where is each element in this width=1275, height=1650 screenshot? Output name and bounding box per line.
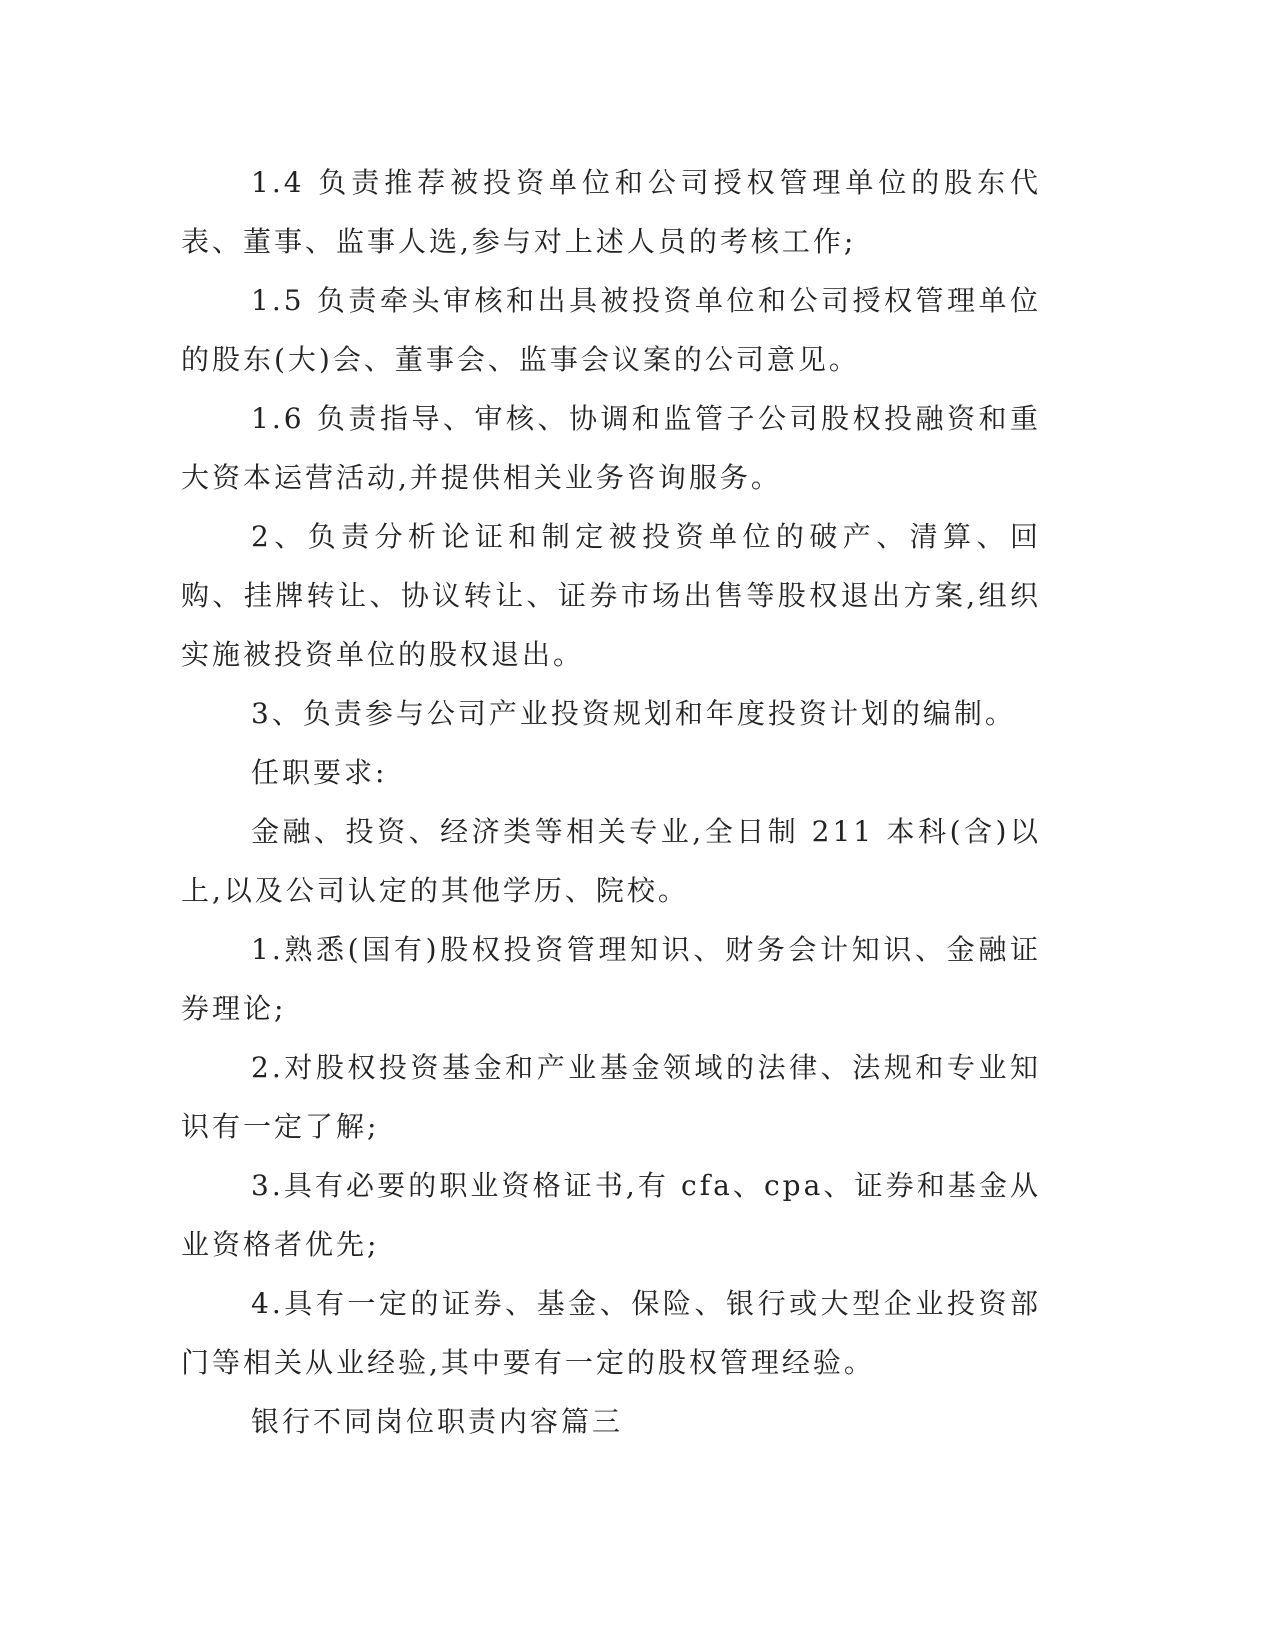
- paragraph-2-equity-exit: 2、负责分析论证和制定被投资单位的破产、清算、回购、挂牌转让、协议转让、证券市场出售等股权退出方案,组织实施被投资单位的股权退出。: [181, 520, 1041, 671]
- requirement-item-4: 4.具有一定的证券、基金、保险、银行或大型企业投资部门等相关从业经验,其中要有一定的股权管理经验。: [181, 1287, 1041, 1379]
- paragraph-1-5-review-opinions: 1.5 负责牵头审核和出具被投资单位和公司授权管理单位的股东(大)会、董事会、监事会议案的公司意见。: [181, 284, 1041, 376]
- section-heading-requirements: 任职要求:: [251, 756, 388, 789]
- paragraph-1-4-recommend-representatives: 1.4 负责推荐被投资单位和公司授权管理单位的股东代表、董事、监事人选,参与对上述人员的考核工作;: [181, 166, 1041, 258]
- requirement-item-3: 3.具有必要的职业资格证书,有 cfa、cpa、证券和基金从业资格者优先;: [181, 1169, 1041, 1261]
- paragraph-1-6-guide-subsidiaries: 1.6 负责指导、审核、协调和监管子公司股权投融资和重大资本运营活动,并提供相关业务咨询服务。: [181, 402, 1041, 494]
- document-body: [181, 153, 1041, 1451]
- requirement-item-2: 2.对股权投资基金和产业基金领域的法律、法规和专业知识有一定了解;: [181, 1051, 1041, 1143]
- requirement-item-1: 1.熟悉(国有)股权投资管理知识、财务会计知识、金融证券理论;: [181, 933, 1041, 1025]
- section-heading-part-three: 银行不同岗位职责内容篇三: [251, 1405, 624, 1438]
- paragraph-education-requirement: 金融、投资、经济类等相关专业,全日制 211 本科(含)以上,以及公司认定的其他学历、院校。: [181, 815, 1041, 907]
- paragraph-3-investment-planning: 3、负责参与公司产业投资规划和年度投资计划的编制。: [251, 697, 1016, 730]
